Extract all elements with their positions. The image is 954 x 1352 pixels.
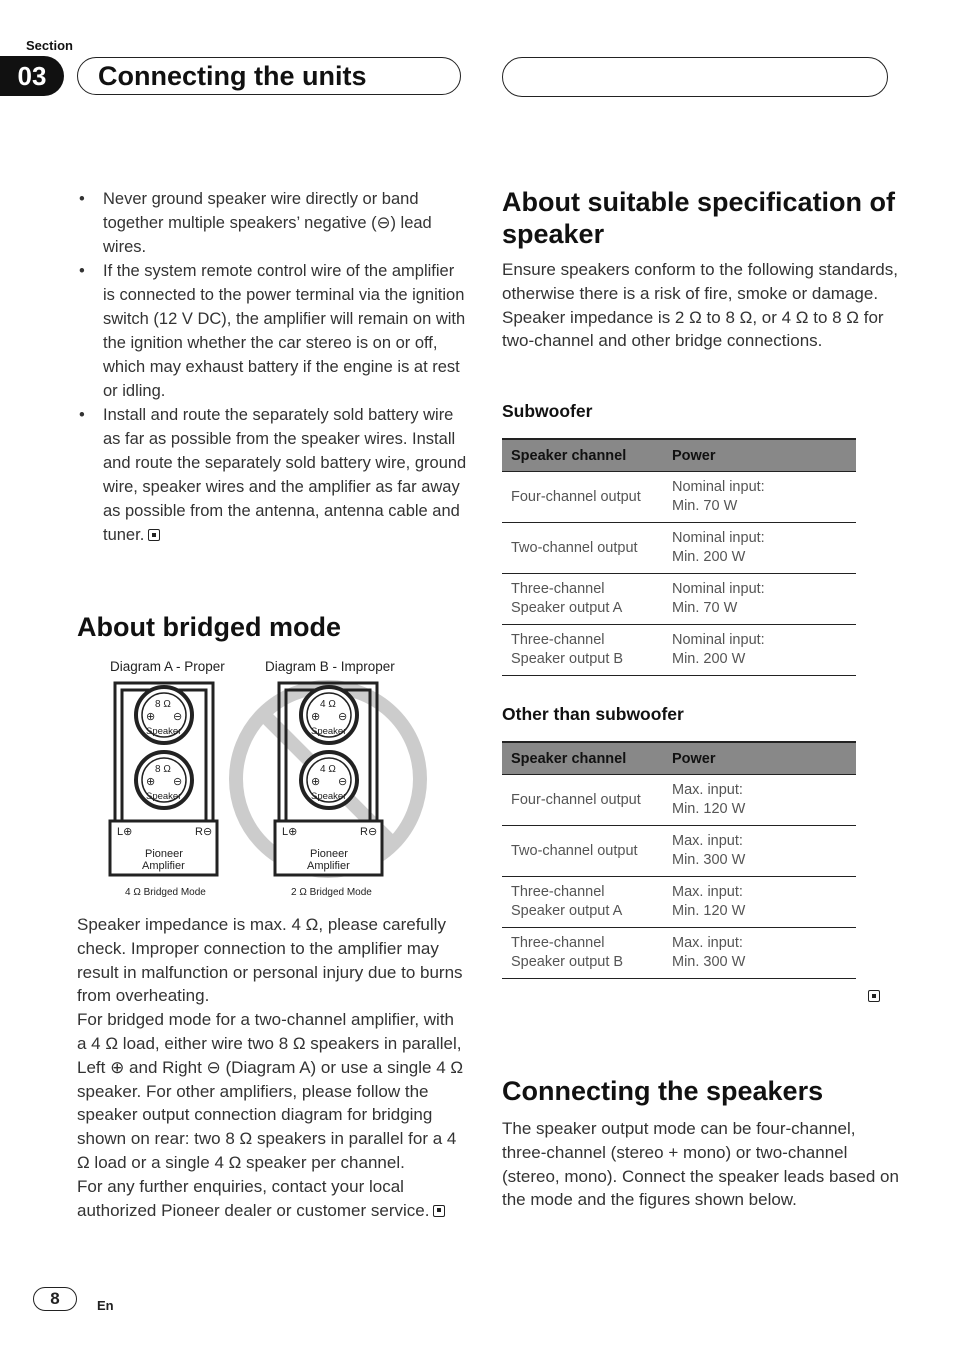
svg-text:⊖: ⊖	[338, 776, 348, 788]
column-header: Speaker channel	[502, 439, 663, 472]
svg-text:⊕: ⊕	[146, 711, 156, 723]
amp-a-line2: Amplifier	[142, 860, 185, 872]
speaker-b2-impedance: 4 Ω	[320, 764, 336, 775]
power-cell: Nominal input: Min. 70 W	[663, 472, 856, 523]
speaker-b2-label: Speaker	[311, 791, 347, 802]
amp-b-line2: Amplifier	[307, 860, 350, 872]
channel-cell: Four-channel output	[502, 472, 663, 523]
power-cell: Max. input: Min. 120 W	[663, 877, 856, 928]
table-header-row	[502, 742, 856, 775]
power-cell: Max. input: Min. 300 W	[663, 826, 856, 877]
diagram-a-caption: 4 Ω Bridged Mode	[125, 887, 206, 898]
svg-text:⊖: ⊖	[173, 711, 183, 723]
end-mark-icon	[433, 1205, 445, 1217]
table-row	[502, 625, 856, 676]
page-number: 8	[33, 1287, 77, 1311]
channel-cell: Two-channel output	[502, 826, 663, 877]
diagram-a-title: Diagram A - Proper	[110, 659, 225, 674]
table-row	[502, 928, 856, 979]
channel-cell: Four-channel output	[502, 775, 663, 826]
diagram-b-title: Diagram B - Improper	[265, 659, 395, 674]
speaker-a1-impedance: 8 Ω	[155, 699, 171, 710]
speaker-a2-label: Speaker	[146, 791, 182, 802]
speaker-a1-label: Speaker	[146, 726, 182, 737]
language-label: En	[97, 1298, 114, 1313]
bridged-diagram	[105, 655, 435, 905]
channel-cell: Three-channel Speaker output A	[502, 877, 663, 928]
suitable-heading: About suitable specification of speaker	[502, 187, 896, 249]
section-title: Connecting the units	[77, 57, 461, 95]
speaker-a2-impedance: 8 Ω	[155, 764, 171, 775]
precaution-list	[77, 187, 467, 547]
amp-a-left-terminal: L⊕	[117, 826, 133, 838]
table-header-row	[502, 439, 856, 472]
diagram-a	[110, 683, 217, 898]
table-row	[502, 523, 856, 574]
channel-cell: Three-channel Speaker output B	[502, 625, 663, 676]
diagram-b-caption: 2 Ω Bridged Mode	[291, 887, 372, 898]
list-item: • Never ground speaker wire directly or band together multiple speakers’ negative (⊖) lead wires.	[77, 187, 467, 259]
end-mark-icon	[868, 990, 880, 1002]
bridged-paragraph: For any further enquiries, contact your local authorized Pioneer dealer or customer service.	[77, 1175, 467, 1223]
bridged-heading: About bridged mode	[77, 612, 341, 642]
column-header: Power	[663, 439, 856, 472]
power-cell: Nominal input: Min. 200 W	[663, 523, 856, 574]
channel-cell: Three-channel Speaker output B	[502, 928, 663, 979]
amp-b-line1: Pioneer	[310, 848, 348, 860]
column-header: Power	[663, 742, 856, 775]
power-cell: Max. input: Min. 300 W	[663, 928, 856, 979]
channel-cell: Two-channel output	[502, 523, 663, 574]
power-cell: Max. input: Min. 120 W	[663, 775, 856, 826]
table-row	[502, 574, 856, 625]
svg-text:⊕: ⊕	[146, 776, 156, 788]
bridged-paragraph: Speaker impedance is max. 4 Ω, please carefully check. Improper connection to the amplifier may result in malfunction or personal injury due to burns from overheating.	[77, 915, 463, 1006]
header-blank-tab	[502, 57, 888, 97]
connecting-heading: Connecting the speakers	[502, 1076, 824, 1106]
subwoofer-table	[502, 438, 856, 676]
list-item: • Install and route the separately sold battery wire as far as possible from the speaker wires. Install and route the separately sold battery wire, ground wire, speaker wires and the amplifier as far away as possible from the antenna, antenna cable and tuner.	[77, 403, 467, 547]
speaker-b1-label: Speaker	[311, 726, 347, 737]
section-number-badge: 03	[0, 56, 64, 96]
svg-text:⊖: ⊖	[338, 711, 348, 723]
power-cell: Nominal input: Min. 200 W	[663, 625, 856, 676]
table-row	[502, 877, 856, 928]
amp-a-line1: Pioneer	[145, 848, 183, 860]
svg-text:⊕: ⊕	[311, 711, 321, 723]
other-heading: Other than subwoofer	[502, 704, 684, 724]
table-row	[502, 472, 856, 523]
column-header: Speaker channel	[502, 742, 663, 775]
channel-cell: Three-channel Speaker output A	[502, 574, 663, 625]
bridged-body	[77, 913, 467, 1222]
suitable-intro: Ensure speakers conform to the following standards, otherwise there is a risk of fire, smoke or damage. Speaker impedance is 2 Ω to 8 Ω, or 4 Ω to 8 Ω for two-channel and other bridge connections.	[502, 260, 898, 351]
power-cell: Nominal input: Min. 70 W	[663, 574, 856, 625]
list-item: • If the system remote control wire of the amplifier is connected to the power terminal via the ignition switch (12 V DC), the amplifier will remain on with the ignition whether the car stereo is on or off, which may exhaust battery if the engine is at rest or idling.	[77, 259, 467, 403]
table-row	[502, 775, 856, 826]
svg-text:⊕: ⊕	[311, 776, 321, 788]
amp-b-right-terminal: R⊖	[360, 826, 378, 838]
bridged-paragraph: For bridged mode for a two-channel amplifier, with a 4 Ω load, either wire two 8 Ω speakers in parallel, Left ⊕ and Right ⊖ (Diagram A) or use a single 4 Ω speaker. For other amplifiers, please follow the speaker output connection diagram for bridging shown on rear: two 8 Ω speakers in parallel for a 4 Ω load or a single 4 Ω speaker per channel.	[77, 1010, 464, 1172]
section-label: Section	[26, 38, 73, 53]
diagram-b	[275, 683, 382, 898]
table-row	[502, 826, 856, 877]
other-table	[502, 741, 856, 979]
connecting-text: The speaker output mode can be four-channel, three-channel (stereo + mono) or two-channel (stereo, mono). Connect the speaker leads based on the mode and the figures shown below.	[502, 1119, 899, 1210]
speaker-b1-impedance: 4 Ω	[320, 699, 336, 710]
svg-text:⊖: ⊖	[173, 776, 183, 788]
subwoofer-heading: Subwoofer	[502, 401, 593, 421]
amp-a-right-terminal: R⊖	[195, 826, 213, 838]
amp-b-left-terminal: L⊕	[282, 826, 298, 838]
end-mark-icon	[148, 529, 160, 541]
